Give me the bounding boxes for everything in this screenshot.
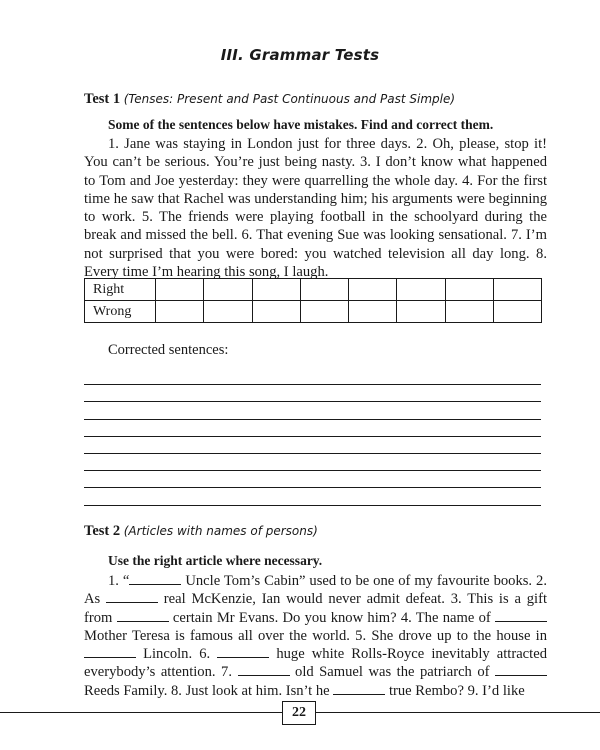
- writing-line[interactable]: [84, 471, 541, 488]
- answer-cell[interactable]: [204, 279, 252, 301]
- answer-cell[interactable]: [300, 301, 348, 323]
- row-label-wrong: Wrong: [85, 301, 156, 323]
- text-segment: Uncle Tom’s Cabin” used to be one of my favourite books. 2. As: [84, 573, 547, 608]
- answer-cell[interactable]: [252, 301, 300, 323]
- table-row-wrong: [85, 301, 542, 323]
- blank-7[interactable]: [238, 663, 290, 676]
- test1-instruction: Some of the sentences below have mistakes. Find and correct them.: [108, 117, 494, 132]
- writing-line[interactable]: [84, 385, 541, 402]
- answer-cell[interactable]: [349, 301, 397, 323]
- blank-3[interactable]: [117, 609, 169, 622]
- section-title: III. Grammar Tests: [220, 46, 380, 64]
- blank-5[interactable]: [84, 645, 136, 658]
- blank-9[interactable]: [333, 682, 385, 695]
- blank-1[interactable]: [129, 572, 181, 585]
- blank-6[interactable]: [217, 645, 269, 658]
- text-segment: certain Mr Evans. Do you know him? 4. The name of: [168, 609, 495, 626]
- writing-line[interactable]: [84, 437, 541, 454]
- answer-cell[interactable]: [156, 301, 204, 323]
- writing-lines: [84, 368, 541, 506]
- test2-instruction: Use the right article where necessary.: [108, 553, 323, 568]
- text-segment: old Samuel was the patriarch of: [289, 664, 496, 681]
- answer-cell[interactable]: [397, 301, 445, 323]
- writing-line[interactable]: [84, 488, 541, 505]
- text-segment: 1. “: [108, 573, 130, 589]
- blank-2[interactable]: [106, 590, 158, 603]
- answer-cell[interactable]: [204, 301, 252, 323]
- text-segment: true Rembo? 9. I’d like: [385, 682, 525, 699]
- writing-line[interactable]: [84, 402, 541, 419]
- footer-rule-right: [316, 712, 600, 713]
- answer-cell[interactable]: [349, 279, 397, 301]
- answer-cell[interactable]: [493, 279, 541, 301]
- test1-number: Test 1: [84, 91, 121, 107]
- answer-cell[interactable]: [252, 279, 300, 301]
- row-label-right: Right: [85, 279, 156, 301]
- text-segment: real McKenzie, Ian would never admit defeat. 3. This is a gift from: [84, 591, 547, 626]
- footer-rule-left: [0, 712, 282, 713]
- test2-number: Test 2: [84, 523, 121, 539]
- writing-line[interactable]: [84, 368, 541, 385]
- answer-cell[interactable]: [156, 279, 204, 301]
- corrected-sentences-label: Corrected sentences:: [108, 342, 229, 358]
- writing-line[interactable]: [84, 454, 541, 471]
- test1-heading: [84, 91, 455, 108]
- answer-cell[interactable]: [445, 301, 493, 323]
- text-segment: Lincoln. 6.: [136, 646, 218, 663]
- test1-topic: (Tenses: Present and Past Continuous and Past Simple): [123, 92, 456, 106]
- text-segment: Mother Teresa is famous all over the world. 5. She drove up to the house in: [84, 627, 547, 644]
- answer-cell[interactable]: [300, 279, 348, 301]
- answer-cell[interactable]: [397, 279, 445, 301]
- test1-text: 1. Jane was staying in London just for three days. 2. Oh, please, stop it! You can’t be serious. You’re just being nasty. 3. I don’t know what happened to Tom and Joe yesterday: they were quarrelling the whole day. 4. For the first time he saw that Rachel was understanding him; his arguments were beginning to work. 5. The friends were playing football in the schoolyard during the break and missed the bell. 6. That evening Sue was looking sensational. 7. I’m not surprised that you were bored: you watched television all day long. 8. Every time I’m hearing this song, I laugh.: [84, 136, 547, 281]
- writing-line[interactable]: [84, 420, 541, 437]
- answer-cell[interactable]: [493, 301, 541, 323]
- test2-text: [84, 572, 547, 700]
- test2-heading: [84, 523, 318, 540]
- answer-cell[interactable]: [445, 279, 493, 301]
- text-segment: Reeds Family. 8. Just look at him. Isn’t he: [84, 682, 334, 699]
- test2-topic: (Articles with names of persons): [123, 524, 318, 538]
- text-segment: huge white Rolls-Royce inevitably attracted everybody’s attention. 7.: [84, 646, 547, 681]
- right-wrong-table: [84, 278, 542, 323]
- blank-4[interactable]: [495, 609, 547, 622]
- page-number: 22: [282, 701, 316, 725]
- table-row-right: [85, 279, 542, 301]
- blank-8[interactable]: [495, 663, 547, 676]
